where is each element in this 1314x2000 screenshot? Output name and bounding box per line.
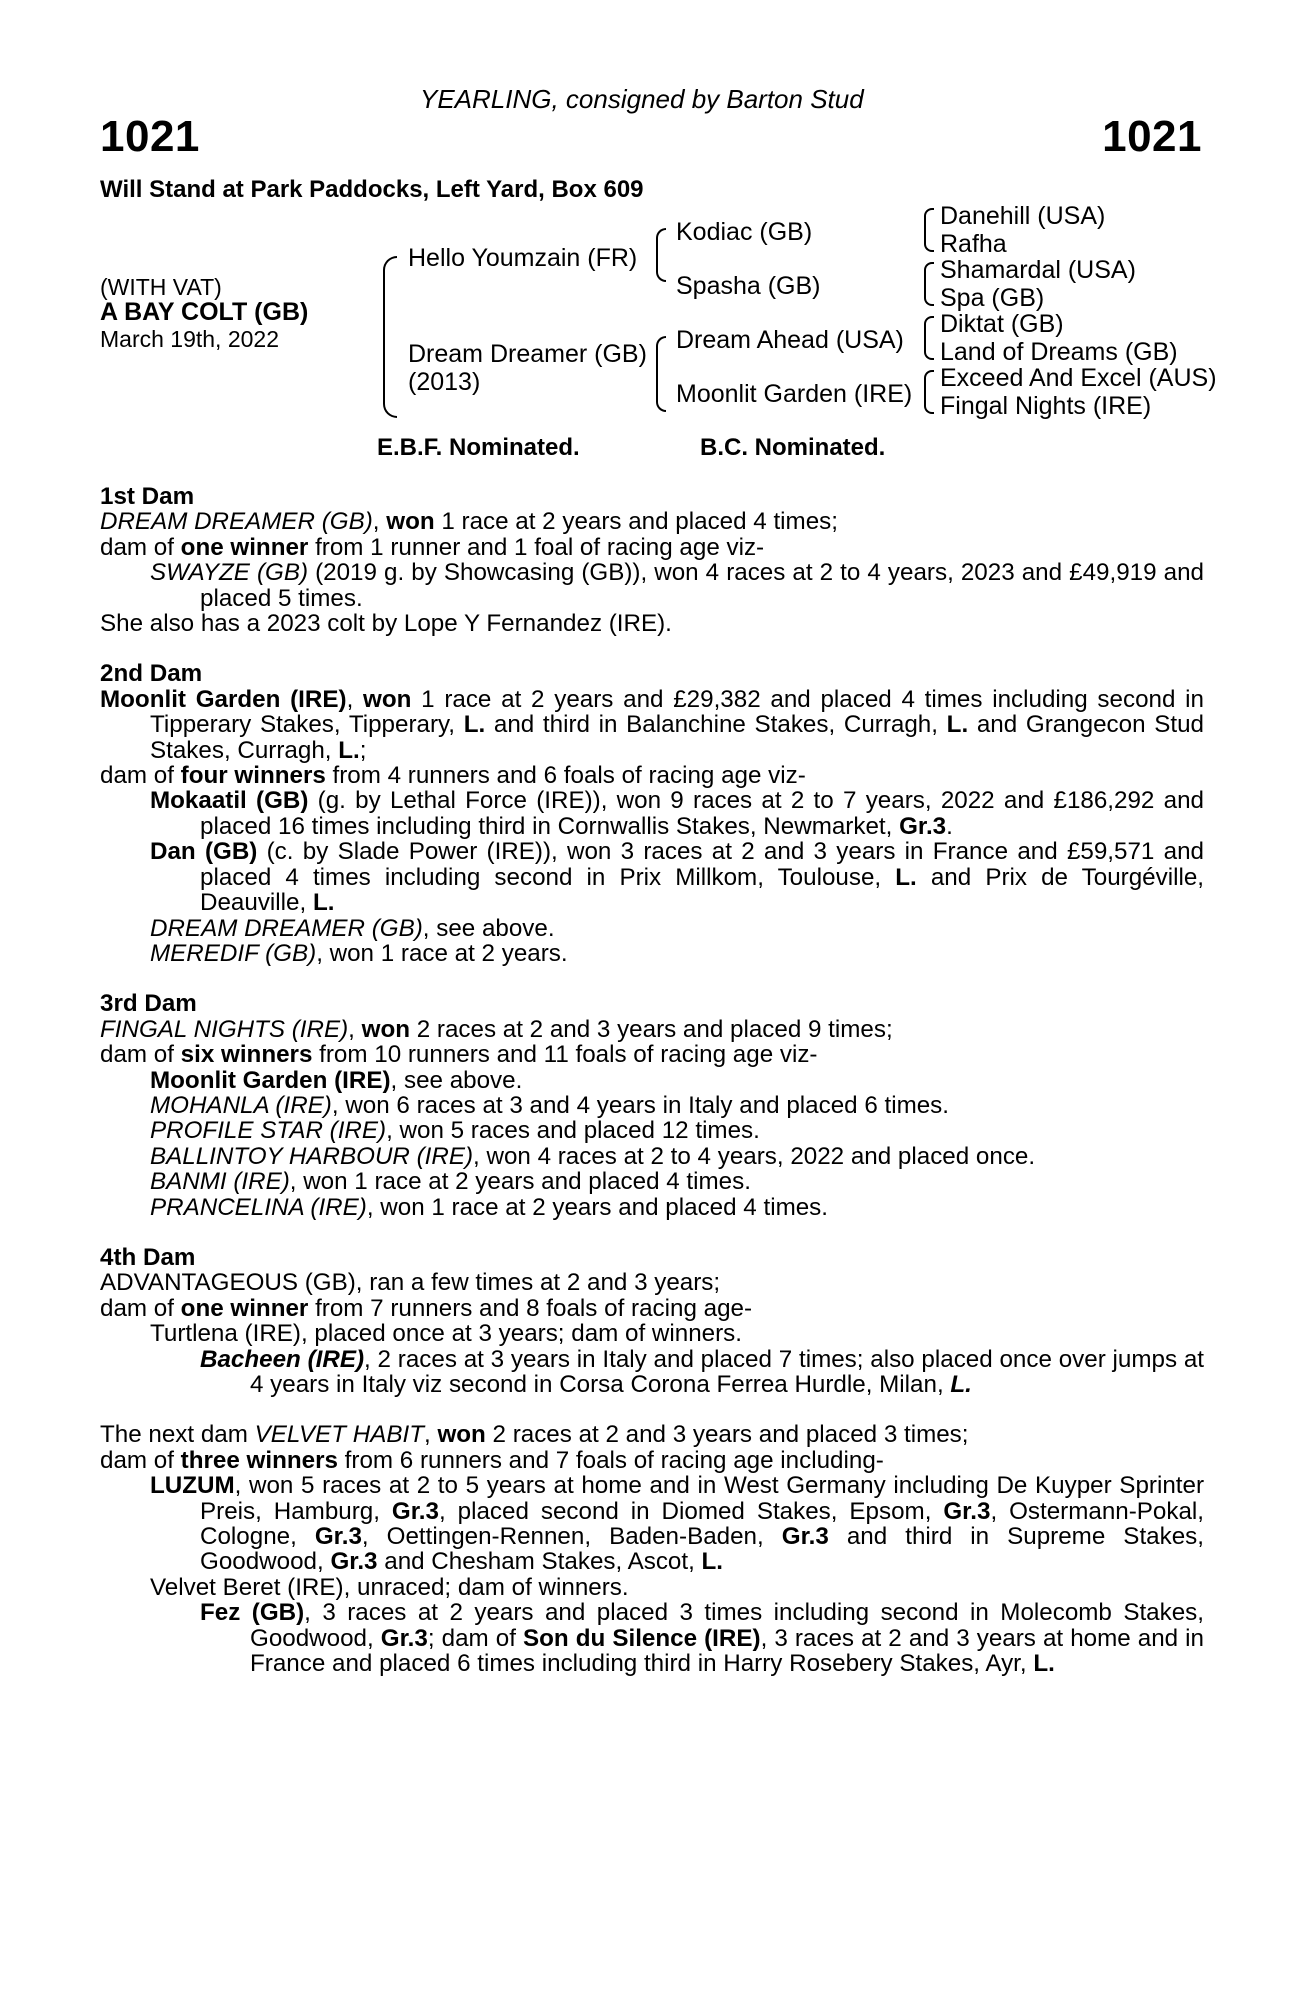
pedigree-dam-sire: Dream Ahead (USA): [676, 326, 904, 354]
progeny-entry: DREAM DREAMER (GB), see above.: [150, 914, 555, 942]
ebf-nominated: E.B.F. Nominated.: [377, 434, 580, 461]
progeny-entry: Bacheen (IRE), 2 races at 3 years in Italy and placed 7 times; also placed once over jumps at 4 years in Italy viz second in Corsa Corona Ferrea Hurdle, Milan, L.: [200, 1345, 1204, 1398]
pedigree-g3-1: Danehill (USA): [940, 202, 1106, 230]
bc-nominated: B.C. Nominated.: [700, 434, 886, 461]
brace-dam: [656, 336, 666, 364]
dam-line: DREAM DREAMER (GB), won 1 race at 2 years and placed 4 times;: [100, 508, 838, 536]
produce-summary: dam of one winner from 7 runners and 8 foals of racing age-: [100, 1294, 753, 1322]
produce-summary: dam of four winners from 4 runners and 6 foals of racing age viz-: [100, 762, 806, 790]
brace-g4: [924, 370, 934, 414]
brace-g1: [924, 208, 934, 252]
progeny-entry: MEREDIF (GB), won 1 race at 2 years.: [150, 939, 568, 967]
section-heading: 3rd Dam: [100, 990, 197, 1018]
fourth-dam-section: [100, 1245, 1204, 1397]
pedigree-g3-3: Shamardal (USA): [940, 256, 1136, 284]
dam-line: ADVANTAGEOUS (GB), ran a few times at 2 and 3 years;: [100, 1269, 721, 1297]
stand-location: Will Stand at Park Paddocks, Left Yard, Box 609: [100, 176, 644, 203]
produce-summary: dam of one winner from 1 runner and 1 foal of racing age viz-: [100, 533, 765, 561]
second-dam-section: [100, 661, 1204, 966]
vat-note: (WITH VAT): [100, 274, 222, 300]
pedigree-sire: Hello Youmzain (FR): [408, 244, 638, 272]
pedigree-dam: Dream Dreamer (GB): [408, 340, 647, 368]
progeny-entry: Velvet Beret (IRE), unraced; dam of winners.: [150, 1573, 629, 1601]
pedigree-g3-5: Diktat (GB): [940, 310, 1064, 338]
pedigree-g3-4: Spa (GB): [940, 284, 1045, 312]
first-dam-section: [100, 484, 1204, 636]
dam-line: FINGAL NIGHTS (IRE), won 2 races at 2 and 3 years and placed 9 times;: [100, 1015, 893, 1043]
progeny-entry: PROFILE STAR (IRE), won 5 races and placed 12 times.: [150, 1117, 760, 1145]
pedigree-g3-2: Rafha: [940, 230, 1007, 258]
progeny-entry: BALLINTOY HARBOUR (IRE), won 4 races at 2 to 4 years, 2022 and placed once.: [150, 1142, 1036, 1170]
pedigree-dam-dam: Moonlit Garden (IRE): [676, 380, 913, 408]
dam-line: The next dam VELVET HABIT, won 2 races at 2 and 3 years and placed 3 times;: [100, 1421, 969, 1449]
progeny-entry: SWAYZE (GB) (2019 g. by Showcasing (GB)), won 4 races at 2 to 4 years, 2023 and £49,919 and placed 5 times.: [150, 559, 1204, 612]
progeny-entry: Turtlena (IRE), placed once at 3 years; dam of winners.: [150, 1320, 742, 1348]
brace-sire: [656, 228, 666, 256]
third-dam-section: [100, 991, 1204, 1220]
produce-summary: dam of three winners from 6 runners and 7 foals of racing age including-: [100, 1446, 884, 1474]
next-dam-section: [100, 1422, 1204, 1676]
progeny-entry: MOHANLA (IRE), won 6 races at 3 and 4 years in Italy and placed 6 times.: [150, 1091, 949, 1119]
pedigree-sire-dam: Spasha (GB): [676, 272, 821, 300]
lot-number-left: 1021: [100, 112, 200, 161]
pedigree-dam-year: (2013): [408, 368, 481, 396]
pedigree-g3-8: Fingal Nights (IRE): [940, 392, 1152, 420]
brace-g3: [924, 316, 934, 360]
horse-name: A BAY COLT (GB): [100, 298, 309, 326]
pedigree-sire-sire: Kodiac (GB): [676, 218, 813, 246]
catalogue-body: [100, 484, 1204, 1676]
progeny-entry: BANMI (IRE), won 1 race at 2 years and placed 4 times.: [150, 1168, 751, 1196]
progeny-entry: PRANCELINA (IRE), won 1 race at 2 years and placed 4 times.: [150, 1193, 828, 1221]
progeny-entry: Dan (GB) (c. by Slade Power (IRE)), won 3 races at 2 and 3 years in France and £59,571 and placed 4 times including second in Prix Millkom, Toulouse, L. and Prix de Tourgéville, Deauville, L.: [150, 838, 1205, 917]
consignor-line: YEARLING, consigned by Barton Stud: [420, 84, 864, 114]
progeny-entry: LUZUM, won 5 races at 2 to 5 years at home and in West Germany including De Kuyper Sprinter Preis, Hamburg, Gr.3, placed second in Diomed Stakes, Epsom, Gr.3, Ostermann-Pokal, Cologne, Gr.3, Oettingen-Rennen, Baden-Baden, Gr.3 and third in Supreme Stakes, Goodwood, Gr.3 and Chesham Stakes, Ascot, L.: [150, 1472, 1205, 1576]
produce-note: She also has a 2023 colt by Lope Y Fernandez (IRE).: [100, 610, 672, 638]
dam-line: Moonlit Garden (IRE), won 1 race at 2 years and £29,382 and placed 4 times including second in Tipperary Stakes, Tipperary, L. and third in Balanchine Stakes, Curragh, L. and Grangecon Stud Stakes, Curragh, L.;: [100, 685, 1204, 764]
lot-number-right: 1021: [1102, 112, 1202, 161]
pedigree-g3-7: Exceed And Excel (AUS): [940, 364, 1217, 392]
brace-g2: [924, 262, 934, 306]
brace-dam-b: [656, 362, 666, 412]
brace-sire-b: [656, 254, 666, 282]
pedigree-g3-6: Land of Dreams (GB): [940, 338, 1178, 366]
progeny-entry: Fez (GB), 3 races at 2 years and placed 3 times including second in Molecomb Stakes, Goodwood, Gr.3; dam of Son du Silence (IRE), 3 races at 2 and 3 years at home and in France and placed 6 times including third in Harry Rosebery Stakes, Ayr, L.: [200, 1599, 1204, 1678]
section-heading: 2nd Dam: [100, 660, 203, 688]
section-heading: 1st Dam: [100, 483, 195, 510]
foaling-date: March 19th, 2022: [100, 326, 280, 352]
brace-bottom: [383, 338, 397, 418]
brace-top: [383, 256, 397, 340]
produce-summary: dam of six winners from 10 runners and 11 foals of racing age viz-: [100, 1041, 818, 1069]
section-heading: 4th Dam: [100, 1243, 196, 1271]
progeny-entry: Mokaatil (GB) (g. by Lethal Force (IRE)), won 9 races at 2 to 7 years, 2022 and £186,292 and placed 16 times including third in Cornwallis Stakes, Newmarket, Gr.3.: [150, 787, 1204, 840]
progeny-entry: Moonlit Garden (IRE), see above.: [150, 1066, 523, 1094]
